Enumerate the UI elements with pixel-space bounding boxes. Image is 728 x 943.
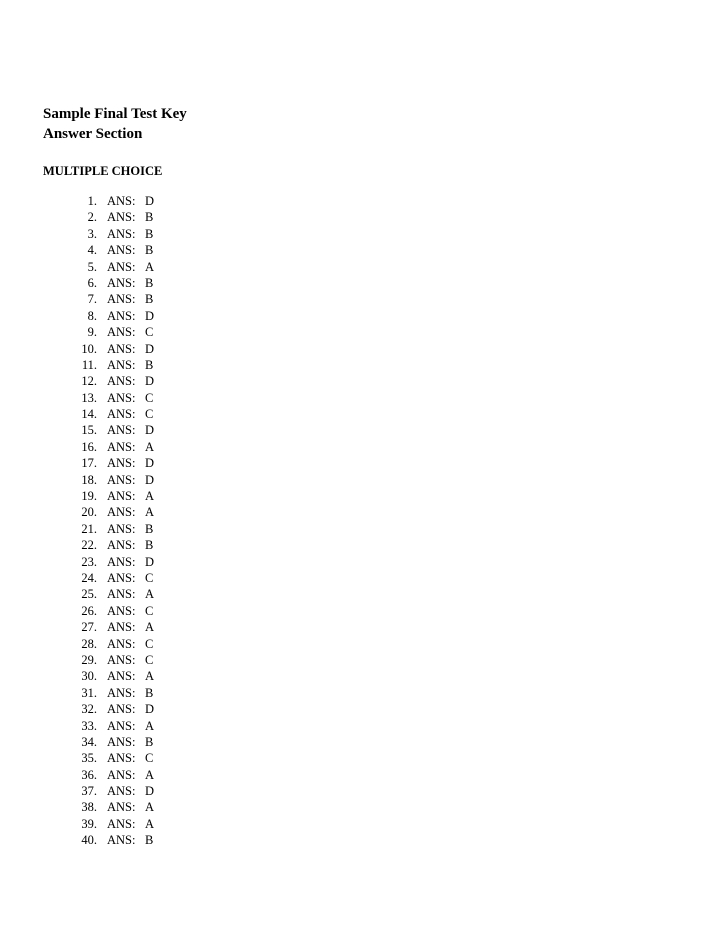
- question-number: 9.: [87, 325, 97, 340]
- answer-row: [0, 554, 300, 570]
- answer-value: B: [145, 292, 154, 307]
- answer-value: D: [145, 308, 155, 323]
- question-number: 34.: [81, 734, 97, 749]
- answer-row: [0, 357, 300, 373]
- question-number: 39.: [81, 816, 97, 831]
- question-number: 27.: [81, 620, 97, 635]
- answer-value: D: [145, 472, 155, 487]
- answer-label: ANS:: [107, 243, 136, 258]
- answer-row: [0, 619, 300, 635]
- question-number: 14.: [81, 407, 97, 422]
- answer-row: [0, 291, 300, 307]
- answer-value: C: [145, 751, 154, 766]
- answer-row: [0, 422, 300, 438]
- section-heading: MULTIPLE CHOICE: [43, 164, 163, 178]
- answer-value: A: [145, 718, 155, 733]
- answer-value: B: [145, 521, 154, 536]
- answer-label: ANS:: [107, 685, 136, 700]
- answer-label: ANS:: [107, 308, 136, 323]
- answer-row: [0, 341, 300, 357]
- answer-row: [0, 373, 300, 389]
- answer-row: [0, 390, 300, 406]
- question-number: 20.: [81, 505, 97, 520]
- answer-label: ANS:: [107, 489, 136, 504]
- answer-row: [0, 816, 300, 832]
- answer-label: ANS:: [107, 292, 136, 307]
- question-number: 22.: [81, 538, 97, 553]
- answer-row: [0, 750, 300, 766]
- answer-row: [0, 799, 300, 815]
- answer-label: ANS:: [107, 751, 136, 766]
- answer-value: B: [145, 210, 154, 225]
- question-number: 28.: [81, 636, 97, 651]
- answer-value: D: [145, 702, 155, 717]
- answer-label: ANS:: [107, 603, 136, 618]
- answer-label: ANS:: [107, 357, 136, 372]
- question-number: 19.: [81, 489, 97, 504]
- answer-row: [0, 636, 300, 652]
- answer-label: ANS:: [107, 784, 136, 799]
- answer-label: ANS:: [107, 816, 136, 831]
- answer-value: A: [145, 489, 155, 504]
- answer-list: [0, 193, 300, 849]
- question-number: 8.: [87, 308, 97, 323]
- answer-row: [0, 275, 300, 291]
- answer-label: ANS:: [107, 652, 136, 667]
- answer-row: [0, 455, 300, 471]
- answer-label: ANS:: [107, 194, 136, 208]
- question-number: 7.: [87, 292, 97, 307]
- question-number: 17.: [81, 456, 97, 471]
- answer-row: [0, 259, 300, 275]
- answer-label: ANS:: [107, 570, 136, 585]
- answer-label: ANS:: [107, 800, 136, 815]
- answer-label: ANS:: [107, 669, 136, 684]
- answer-value: A: [145, 620, 155, 635]
- question-number: 11.: [81, 357, 97, 372]
- question-number: 21.: [81, 521, 97, 536]
- answer-value: D: [145, 554, 155, 569]
- question-number: 31.: [81, 685, 97, 700]
- question-number: 26.: [81, 603, 97, 618]
- question-number: 3.: [87, 226, 97, 241]
- answer-value: B: [145, 243, 154, 258]
- question-number: 4.: [87, 243, 97, 258]
- answer-label: ANS:: [107, 210, 136, 225]
- answer-row: [0, 308, 300, 324]
- answer-row: [0, 439, 300, 455]
- answer-value: A: [145, 587, 155, 602]
- question-number: 33.: [81, 718, 97, 733]
- answer-row: [0, 209, 300, 225]
- answer-row: [0, 685, 300, 701]
- answer-row: [0, 570, 300, 586]
- answer-label: ANS:: [107, 636, 136, 651]
- answer-row: [0, 193, 300, 209]
- answer-value: C: [145, 325, 154, 340]
- answer-label: ANS:: [107, 587, 136, 602]
- answer-label: ANS:: [107, 390, 136, 405]
- question-number: 37.: [81, 784, 97, 799]
- document-title: Sample Final Test Key: [43, 106, 187, 122]
- question-number: 12.: [81, 374, 97, 389]
- answer-value: C: [145, 652, 154, 667]
- question-number: 5.: [87, 259, 97, 274]
- answer-value: B: [145, 275, 154, 290]
- answer-value: A: [145, 259, 155, 274]
- question-number: 24.: [81, 570, 97, 585]
- answer-label: ANS:: [107, 374, 136, 389]
- answer-value: A: [145, 800, 155, 815]
- question-number: 30.: [81, 669, 97, 684]
- question-number: 13.: [81, 390, 97, 405]
- question-number: 36.: [81, 767, 97, 782]
- answer-value: A: [145, 816, 155, 831]
- answer-label: ANS:: [107, 275, 136, 290]
- answer-value: D: [145, 341, 155, 356]
- answer-label: ANS:: [107, 423, 136, 438]
- answer-value: B: [145, 538, 154, 553]
- answer-label: ANS:: [107, 226, 136, 241]
- answer-row: [0, 718, 300, 734]
- document-subtitle: Answer Section: [43, 126, 143, 142]
- answer-label: ANS:: [107, 341, 136, 356]
- title-block: [43, 104, 187, 144]
- answer-row: [0, 488, 300, 504]
- answer-value: C: [145, 570, 154, 585]
- answer-value: D: [145, 374, 155, 389]
- question-number: 32.: [81, 702, 97, 717]
- answer-row: [0, 504, 300, 520]
- answer-row: [0, 586, 300, 602]
- answer-label: ANS:: [107, 407, 136, 422]
- answer-label: ANS:: [107, 718, 136, 733]
- answer-value: A: [145, 669, 155, 684]
- answer-row: [0, 406, 300, 422]
- answer-row: [0, 226, 300, 242]
- answer-value: D: [145, 423, 155, 438]
- answer-label: ANS:: [107, 325, 136, 340]
- answer-value: C: [145, 390, 154, 405]
- answer-row: [0, 472, 300, 488]
- answer-row: [0, 242, 300, 258]
- answer-value: C: [145, 407, 154, 422]
- answer-value: B: [145, 685, 154, 700]
- question-number: 2.: [87, 210, 97, 225]
- question-number: 40.: [81, 833, 97, 848]
- question-number: 15.: [81, 423, 97, 438]
- answer-label: ANS:: [107, 833, 136, 848]
- question-number: 25.: [81, 587, 97, 602]
- answer-label: ANS:: [107, 505, 136, 520]
- answer-label: ANS:: [107, 439, 136, 454]
- answer-value: B: [145, 833, 154, 848]
- answer-label: ANS:: [107, 538, 136, 553]
- answer-value: C: [145, 603, 154, 618]
- answer-value: D: [145, 194, 155, 208]
- answer-row: [0, 603, 300, 619]
- answer-value: A: [145, 439, 155, 454]
- answer-label: ANS:: [107, 554, 136, 569]
- question-number: 16.: [81, 439, 97, 454]
- answer-value: B: [145, 734, 154, 749]
- answer-row: [0, 832, 300, 848]
- answer-label: ANS:: [107, 767, 136, 782]
- question-number: 6.: [87, 275, 97, 290]
- answer-row: [0, 521, 300, 537]
- question-number: 18.: [81, 472, 97, 487]
- answer-label: ANS:: [107, 521, 136, 536]
- answer-label: ANS:: [107, 620, 136, 635]
- answer-label: ANS:: [107, 472, 136, 487]
- answer-row: [0, 701, 300, 717]
- question-number: 23.: [81, 554, 97, 569]
- answer-label: ANS:: [107, 259, 136, 274]
- answer-label: ANS:: [107, 702, 136, 717]
- answer-row: [0, 767, 300, 783]
- answer-label: ANS:: [107, 734, 136, 749]
- answer-row: [0, 652, 300, 668]
- answer-row: [0, 537, 300, 553]
- answer-row: [0, 783, 300, 799]
- answer-row: [0, 668, 300, 684]
- question-number: 38.: [81, 800, 97, 815]
- answer-value: A: [145, 767, 155, 782]
- answer-label: ANS:: [107, 456, 136, 471]
- answer-value: C: [145, 636, 154, 651]
- question-number: 29.: [81, 652, 97, 667]
- question-number: 35.: [81, 751, 97, 766]
- answer-value: A: [145, 505, 155, 520]
- answer-value: B: [145, 226, 154, 241]
- answer-value: D: [145, 784, 155, 799]
- answer-value: B: [145, 357, 154, 372]
- answer-value: D: [145, 456, 155, 471]
- answer-row: [0, 324, 300, 340]
- answer-row: [0, 734, 300, 750]
- question-number: 1.: [87, 194, 97, 208]
- question-number: 10.: [81, 341, 97, 356]
